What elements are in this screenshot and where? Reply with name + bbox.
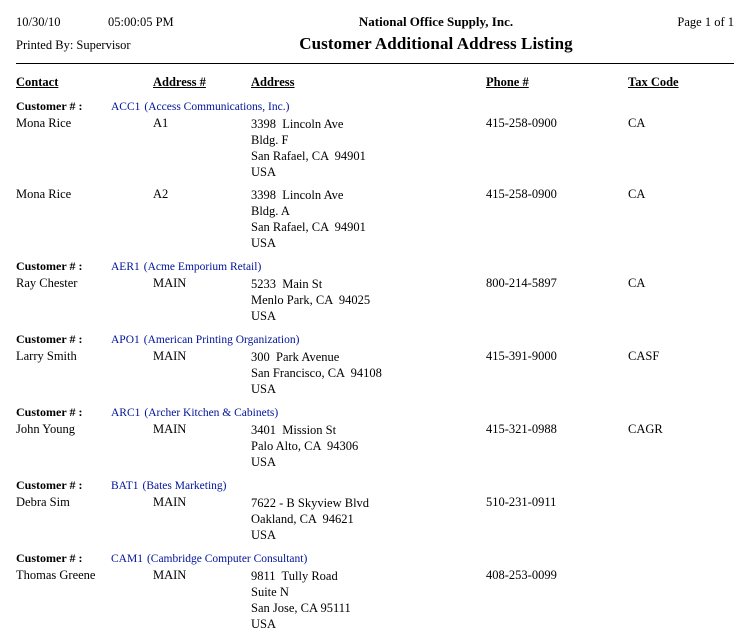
address-line: Bldg. F — [251, 133, 289, 147]
phone-number: 415-321-0988 — [486, 422, 557, 436]
column-header-contact: Contact — [16, 75, 59, 89]
address-line: USA — [251, 528, 277, 542]
address-lines — [251, 349, 382, 397]
address-line: San Jose, CA 95111 — [251, 601, 351, 615]
address-lines — [251, 495, 369, 543]
address-line: 5233 Main St — [251, 277, 323, 291]
address-line: San Rafael, CA 94901 — [251, 220, 366, 234]
address-line: USA — [251, 455, 277, 469]
report-date: 10/30/10 — [16, 15, 61, 29]
customer-group-header — [16, 259, 734, 274]
address-line: USA — [251, 382, 277, 396]
customer-name-link[interactable]: (Acme Emporium Retail) — [143, 261, 262, 273]
report-body — [16, 99, 734, 636]
tax-code: CA — [628, 276, 646, 290]
customer-code-link[interactable]: ACC1 — [111, 101, 141, 113]
address-line: San Francisco, CA 94108 — [251, 366, 382, 380]
contact-name: Larry Smith — [16, 349, 77, 363]
contact-name: Debra Sim — [16, 495, 70, 509]
address-lines — [251, 422, 358, 470]
page-number: Page 1 of 1 — [677, 15, 734, 29]
phone-number: 415-258-0900 — [486, 187, 557, 201]
customer-number-label: Customer # : — [16, 551, 83, 565]
customer-name-link[interactable]: (Archer Kitchen & Cabinets) — [144, 407, 279, 419]
address-line: 7622 - B Skyview Blvd — [251, 496, 370, 510]
page-title: Customer Additional Address Listing — [299, 34, 573, 53]
contact-name: John Young — [16, 422, 76, 436]
customer-number-label: Customer # : — [16, 99, 83, 113]
address-line: Menlo Park, CA 94025 — [251, 293, 371, 307]
customer-code-link[interactable]: APO1 — [111, 334, 140, 346]
tax-code: CA — [628, 187, 646, 201]
phone-number: 415-391-9000 — [486, 349, 557, 363]
customer-group-header — [16, 405, 734, 420]
customer-group-header — [16, 478, 734, 493]
tax-code: CAGR — [628, 422, 663, 436]
printed-by: Printed By: Supervisor — [16, 38, 131, 52]
company-name: National Office Supply, Inc. — [358, 14, 514, 29]
address-line: Palo Alto, CA 94306 — [251, 439, 359, 453]
phone-number: 408-253-0099 — [486, 568, 557, 582]
customer-code-link[interactable]: AER1 — [111, 261, 140, 273]
tax-code: CA — [628, 116, 646, 130]
phone-number: 510-231-0911 — [486, 495, 557, 509]
customer-name-link[interactable]: (Access Communications, Inc.) — [144, 101, 290, 113]
address-number: A1 — [153, 116, 169, 130]
header-divider — [16, 63, 734, 64]
contact-name: Mona Rice — [16, 116, 72, 130]
address-number: MAIN — [153, 422, 187, 436]
address-line: USA — [251, 236, 277, 250]
phone-number: 800-214-5897 — [486, 276, 557, 290]
customer-name-link[interactable]: (Bates Marketing) — [142, 480, 227, 492]
column-header-phone: Phone # — [486, 75, 529, 89]
address-row — [16, 349, 734, 401]
tax-code: CASF — [628, 349, 660, 363]
address-line: Suite N — [251, 585, 289, 599]
column-header-tax-code: Tax Code — [628, 75, 679, 89]
address-row — [16, 276, 734, 328]
customer-code-link[interactable]: ARC1 — [111, 407, 141, 419]
address-number: MAIN — [153, 349, 187, 363]
customer-code-link[interactable]: CAM1 — [111, 553, 143, 565]
address-line: Oakland, CA 94621 — [251, 512, 354, 526]
address-lines — [251, 116, 366, 180]
address-line: 9811 Tully Road — [251, 569, 338, 583]
address-line: 3401 Mission St — [251, 423, 337, 437]
customer-name-link[interactable]: (American Printing Organization) — [143, 334, 300, 346]
address-line: USA — [251, 309, 277, 323]
customer-group-header — [16, 551, 734, 566]
report-header — [16, 14, 734, 30]
customer-number-label: Customer # : — [16, 478, 83, 492]
address-row — [16, 187, 734, 255]
contact-name: Mona Rice — [16, 187, 72, 201]
address-line: San Rafael, CA 94901 — [251, 149, 366, 163]
address-lines — [251, 276, 370, 324]
address-row — [16, 116, 734, 184]
address-number: A2 — [153, 187, 169, 201]
customer-name-link[interactable]: (Cambridge Computer Consultant) — [146, 553, 308, 565]
address-line: 300 Park Avenue — [251, 350, 340, 364]
address-number: MAIN — [153, 495, 187, 509]
address-line: USA — [251, 165, 277, 179]
address-lines — [251, 568, 351, 632]
contact-name: Thomas Greene — [16, 568, 96, 582]
address-line: 3398 Lincoln Ave — [251, 117, 344, 131]
address-row — [16, 422, 734, 474]
address-number: MAIN — [153, 276, 187, 290]
address-line: USA — [251, 617, 277, 631]
column-header-address-number: Address # — [153, 75, 206, 89]
address-number: MAIN — [153, 568, 187, 582]
address-lines — [251, 187, 366, 251]
customer-group-header — [16, 99, 734, 114]
report-time: 05:00:05 PM — [108, 15, 174, 29]
report-subheader — [16, 34, 734, 54]
customer-number-label: Customer # : — [16, 405, 83, 419]
address-line: Bldg. A — [251, 204, 290, 218]
column-header-address: Address — [251, 75, 295, 89]
customer-code-link[interactable]: BAT1 — [111, 480, 139, 492]
customer-group-header — [16, 332, 734, 347]
customer-number-label: Customer # : — [16, 332, 83, 346]
address-row — [16, 495, 734, 547]
phone-number: 415-258-0900 — [486, 116, 557, 130]
column-headers — [16, 75, 734, 95]
address-line: 3398 Lincoln Ave — [251, 188, 344, 202]
customer-number-label: Customer # : — [16, 259, 83, 273]
contact-name: Ray Chester — [16, 276, 78, 290]
